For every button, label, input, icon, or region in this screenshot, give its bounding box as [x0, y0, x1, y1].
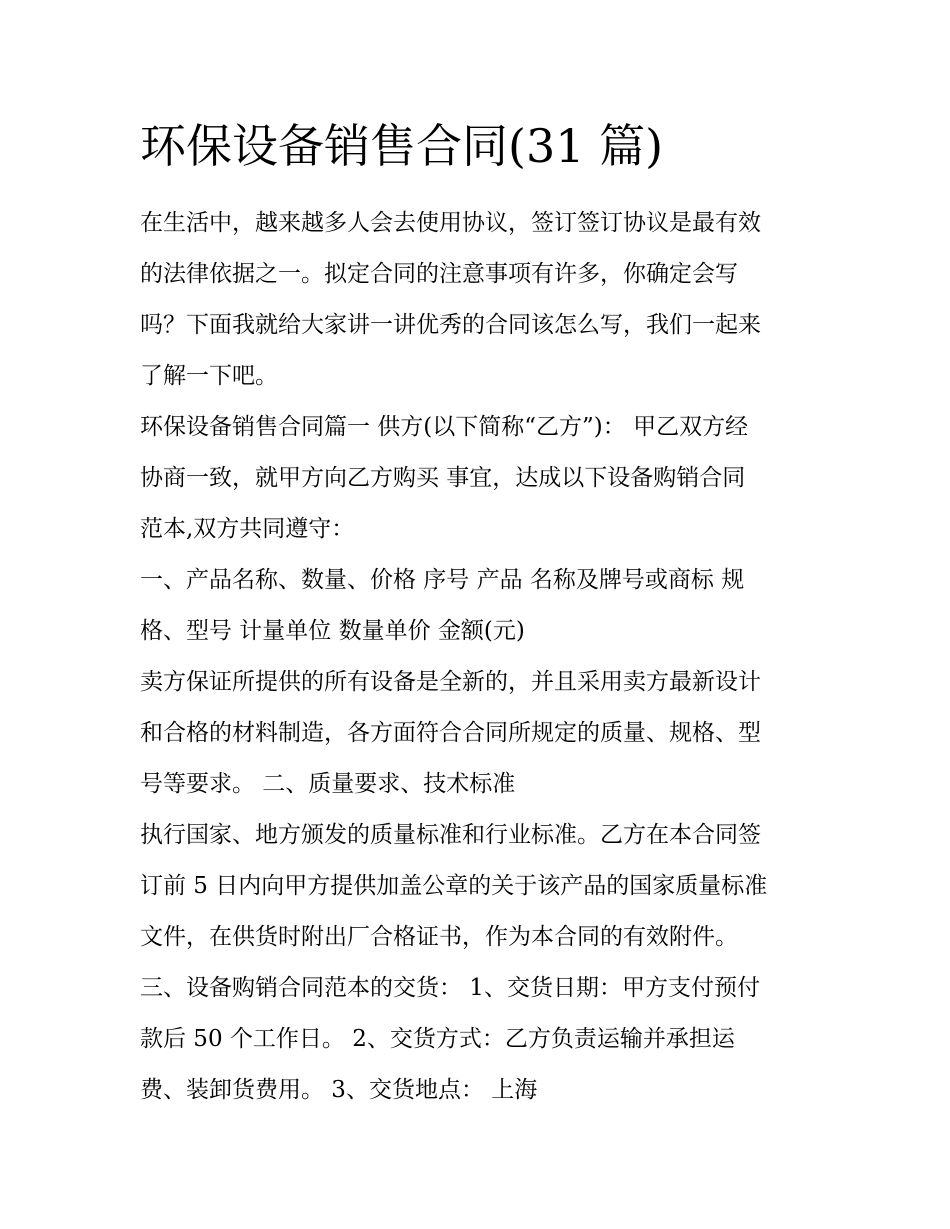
paragraph-line: 了解一下吧。 [140, 363, 278, 389]
document-title: 环保设备销售合同(31 篇) [140, 119, 664, 173]
paragraph-line: 在生活中，越来越多人会去使用协议，签订签订协议是最有效 [140, 210, 761, 236]
paragraph-line: 号等要求。 二、质量要求、技术标准 [140, 771, 516, 797]
paragraph-line: 费、装卸货费用。 3、交货地点： 上海 [140, 1077, 538, 1103]
paragraph-line: 执行国家、地方颁发的质量标准和行业标准。乙方在本合同签 [140, 822, 761, 848]
paragraph-line: 订前 5 日内向甲方提供加盖公章的关于该产品的国家质量标准 [140, 873, 768, 899]
paragraph-line: 环保设备销售合同篇一 供方(以下简称“乙方”)： 甲乙双方经 [140, 414, 749, 440]
paragraph-line: 和合格的材料制造，各方面符合合同所规定的质量、规格、型 [140, 720, 761, 746]
paragraph-line: 范本,双方共同遵守： [140, 516, 355, 542]
paragraph-line: 协商一致，就甲方向乙方购买 事宜，达成以下设备购销合同 [140, 465, 746, 491]
paragraph-line: 款后 50 个工作日。 2、交货方式：乙方负责运输并承担运 [140, 1026, 735, 1052]
paragraph-line: 卖方保证所提供的所有设备是全新的，并且采用卖方最新设计 [140, 669, 761, 695]
paragraph-line: 三、设备购销合同范本的交货： 1、交货日期：甲方支付预付 [140, 975, 760, 1001]
paragraph-line: 的法律依据之一。拟定合同的注意事项有许多，你确定会写 [140, 261, 738, 287]
paragraph-line: 一、产品名称、数量、价格 序号 产品 名称及牌号或商标 规 [140, 567, 745, 593]
paragraph-line: 格、型号 计量单位 数量单价 金额(元) [140, 618, 525, 644]
paragraph-line: 吗？下面我就给大家讲一讲优秀的合同该怎么写，我们一起来 [140, 312, 761, 338]
paragraph-line: 文件，在供货时附出厂合格证书，作为本合同的有效附件。 [140, 924, 738, 950]
document-body [140, 198, 820, 1116]
